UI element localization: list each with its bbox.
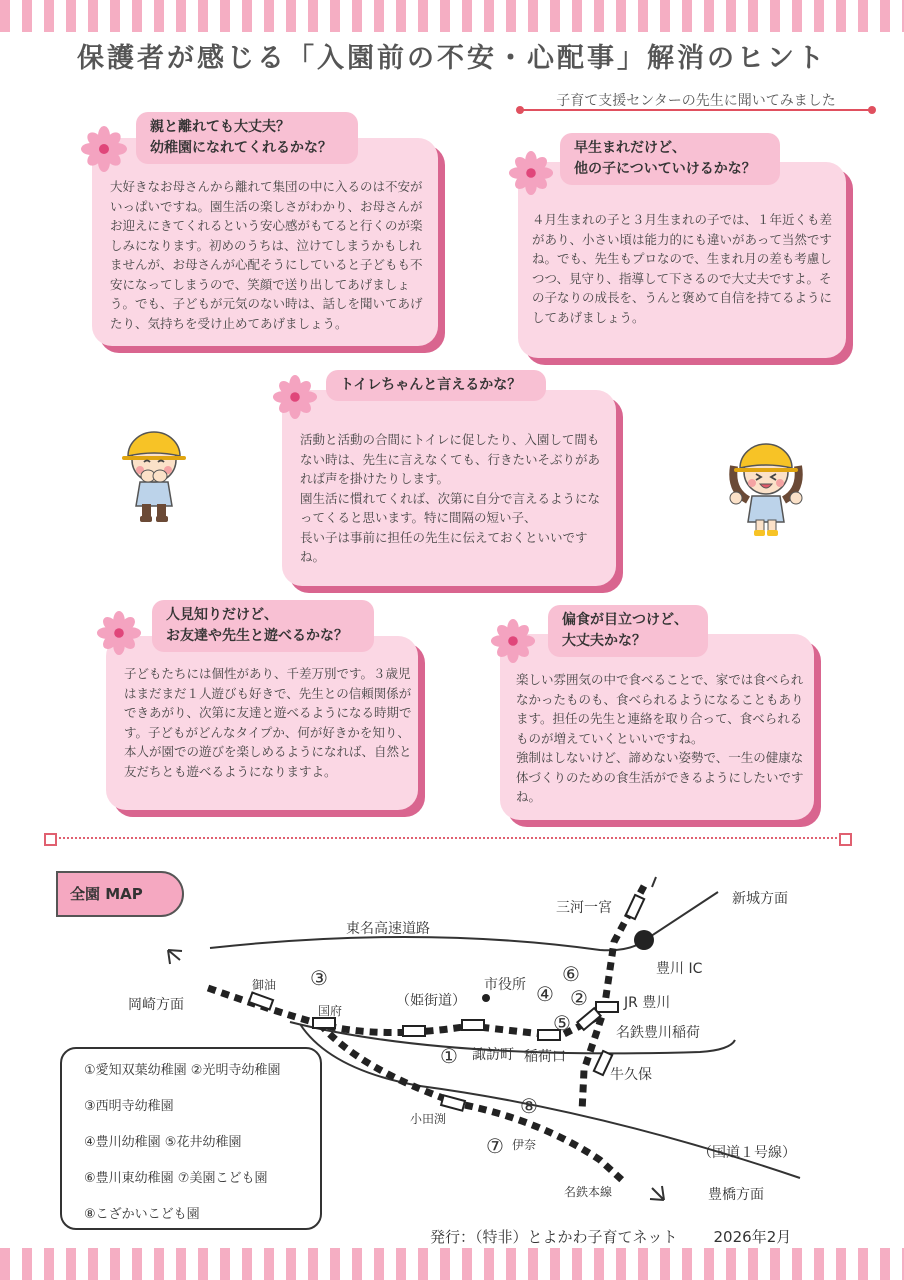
tick-mark [652, 877, 656, 887]
legend-row: ③西明寺幼稚園 [84, 1099, 174, 1114]
map-marker-8: ⑧ [520, 1094, 538, 1118]
tip-body: ４月生まれの子と３月生まれの子では、１年近くも差があり、小さい頃は能力的にも違いがあって当然ですね。でも、先生もプロなので、生まれ月の差も考慮しつつ、見守り、指導して下さるので大丈夫ですよ。その子なりの成長を、うんと褒めて自信を持てるようにしてあげましょう。 [532, 212, 833, 325]
map-place-route1: （国道１号線） [698, 1145, 796, 1161]
child-illustration-giggling [116, 420, 192, 524]
map-marker-2: ② [570, 986, 588, 1010]
station-icon [313, 1018, 335, 1028]
map-place-shinshiro: 新城方面 [732, 891, 788, 907]
map-place-ina: 伊奈 [512, 1138, 537, 1152]
tip-heading: 偏食が目立つけど、 大丈夫かな？ [548, 605, 708, 657]
map-place-city-hall: 市役所 [484, 977, 526, 993]
tip-heading: 早生まれだけど、 他の子についていけるかな？ [560, 133, 780, 185]
station-icon [462, 1020, 484, 1030]
toyokawa-ic-marker [634, 930, 654, 950]
page-title: 保護者が感じる「入園前の不安・心配事」解消のヒント [77, 43, 827, 74]
map-marker-3: ③ [310, 966, 328, 990]
meitetsu-main-line [320, 1024, 622, 1180]
station-icon [596, 1002, 618, 1012]
tip-heading: 人見知りだけど、 お友達や先生と遊べるかな？ [152, 600, 374, 652]
map-legend [60, 1047, 322, 1230]
map-place-okazaki: 岡崎方面 [128, 997, 184, 1013]
map-place-suwacho: 諏訪町 [472, 1047, 514, 1063]
map-place-meitetsu-toyokawa-inari: 名鉄豊川稲荷 [616, 1025, 700, 1041]
map-place-kokufu: 国府 [318, 1004, 343, 1018]
top-stripe-border [0, 0, 904, 32]
station-icon [626, 895, 644, 919]
publisher: 発行：（特非）とよかわ子育てネット [430, 1228, 678, 1246]
map-place-jr-toyokawa: JR 豊川 [624, 995, 671, 1011]
station-icon [441, 1095, 465, 1110]
tip-heading: 親と離れても大丈夫？ 幼稚園になれてくれるかな？ [136, 112, 358, 164]
subtitle: 子育て支援センターの先生に聞いてみました [556, 93, 836, 109]
flower-icon [508, 150, 554, 196]
tip-body: 活動と活動の合間にトイレに促したり、入園して間もない時は、先生に言えなくても、行きたいそぶりがあれば声を掛けたりします。 園生活に慣れてくれば、次第に自分で言えるようになってくると思います。特に間隔の短い子、 長い子は事前に担任の先生に伝えておくといいですね。 [300, 432, 601, 564]
map-marker-6: ⑥ [562, 962, 580, 986]
flower-icon [96, 610, 142, 656]
section-divider [48, 837, 848, 839]
map-place-tomei: 東名高速道路 [346, 921, 430, 937]
legend-row: ⑧こざかいこども園 [84, 1207, 200, 1222]
map-place-ushikubo: 牛久保 [610, 1067, 652, 1083]
map-marker-5: ⑤ [553, 1011, 571, 1035]
tip-heading: トイレちゃんと言えるかな？ [326, 370, 546, 401]
child-illustration-cheering [726, 432, 806, 538]
map-label: 全園 MAP [56, 871, 184, 917]
arrow-icon [168, 950, 182, 964]
legend-row: ①愛知双葉幼稚園 ②光明寺幼稚園 [84, 1063, 281, 1078]
map-place-mikawa-ichinomiya: 三河一宮 [556, 900, 612, 916]
map-marker-1: ① [440, 1044, 458, 1068]
footer [430, 1226, 791, 1247]
tip-body: 大好きなお母さんから離れて集団の中に入るのは不安がいっぱいですね。園生活の楽しさがわかり、お母さんがお迎えにきてくれるという安心感がもてると行くのが楽しみになります。初めのうちは、泣けてしまうかもしれませんが、お母さんが心配そうにしていると子どもも不安になってしまうので、笑顔で送り出してあげましょう。でも、子どもが元気のない時は、話しを聞いてあげたり、気持ちを受け止めてあげましょう。 [110, 179, 423, 331]
subtitle-underline [520, 109, 872, 111]
tip-body: 楽しい雰囲気の中で食べることで、家では食べられなかったものも、食べられるようになることもあります。担任の先生と連絡を取り合って、食べられるものが増えていくといいですね。 強制はしないけど、諦めない姿勢で、一生の健康な体づくりのための食生活ができるようにしたいですね。 [516, 672, 804, 804]
map-place-kotahara: 小田渕 [410, 1112, 447, 1126]
city-hall-marker [482, 994, 490, 1002]
station-icon [577, 1008, 600, 1030]
flower-icon [490, 618, 536, 664]
publish-date: 2026年2月 [713, 1228, 792, 1246]
flower-icon [272, 374, 318, 420]
station-icon [403, 1026, 425, 1036]
legend-row: ⑥豊川東幼稚園 ⑦美園こども園 [84, 1171, 268, 1186]
bottom-stripe-border [0, 1248, 904, 1280]
map-marker-7: ⑦ [486, 1134, 504, 1158]
map-place-toyohashi: 豊橋方面 [708, 1187, 764, 1203]
arrow-icon [650, 1186, 664, 1200]
legend-row: ④豊川幼稚園 ⑤花井幼稚園 [84, 1135, 242, 1150]
map-place-himekaido: （姫街道） [396, 993, 466, 1009]
flower-icon [80, 125, 128, 173]
map-place-toyokawa-ic: 豊川 IC [656, 961, 703, 977]
map-place-meitetsu-main: 名鉄本線 [564, 1185, 613, 1199]
map-place-inariguchi: 稲荷口 [524, 1049, 566, 1065]
tip-body: 子どもたちには個性があり、千差万別です。３歳児はまだまだ１人遊びも好きで、先生との信頼関係ができあがり、次第に友達と遊べるようになる時期です。子どもがどんなタイプか、何が好きかを知り、本人が園での遊びを楽しめるようになれば、自然と友だちとも遊べるようになりますよ。 [124, 666, 412, 779]
map-marker-4: ④ [536, 982, 554, 1006]
map-place-goyu: 御油 [252, 978, 277, 992]
